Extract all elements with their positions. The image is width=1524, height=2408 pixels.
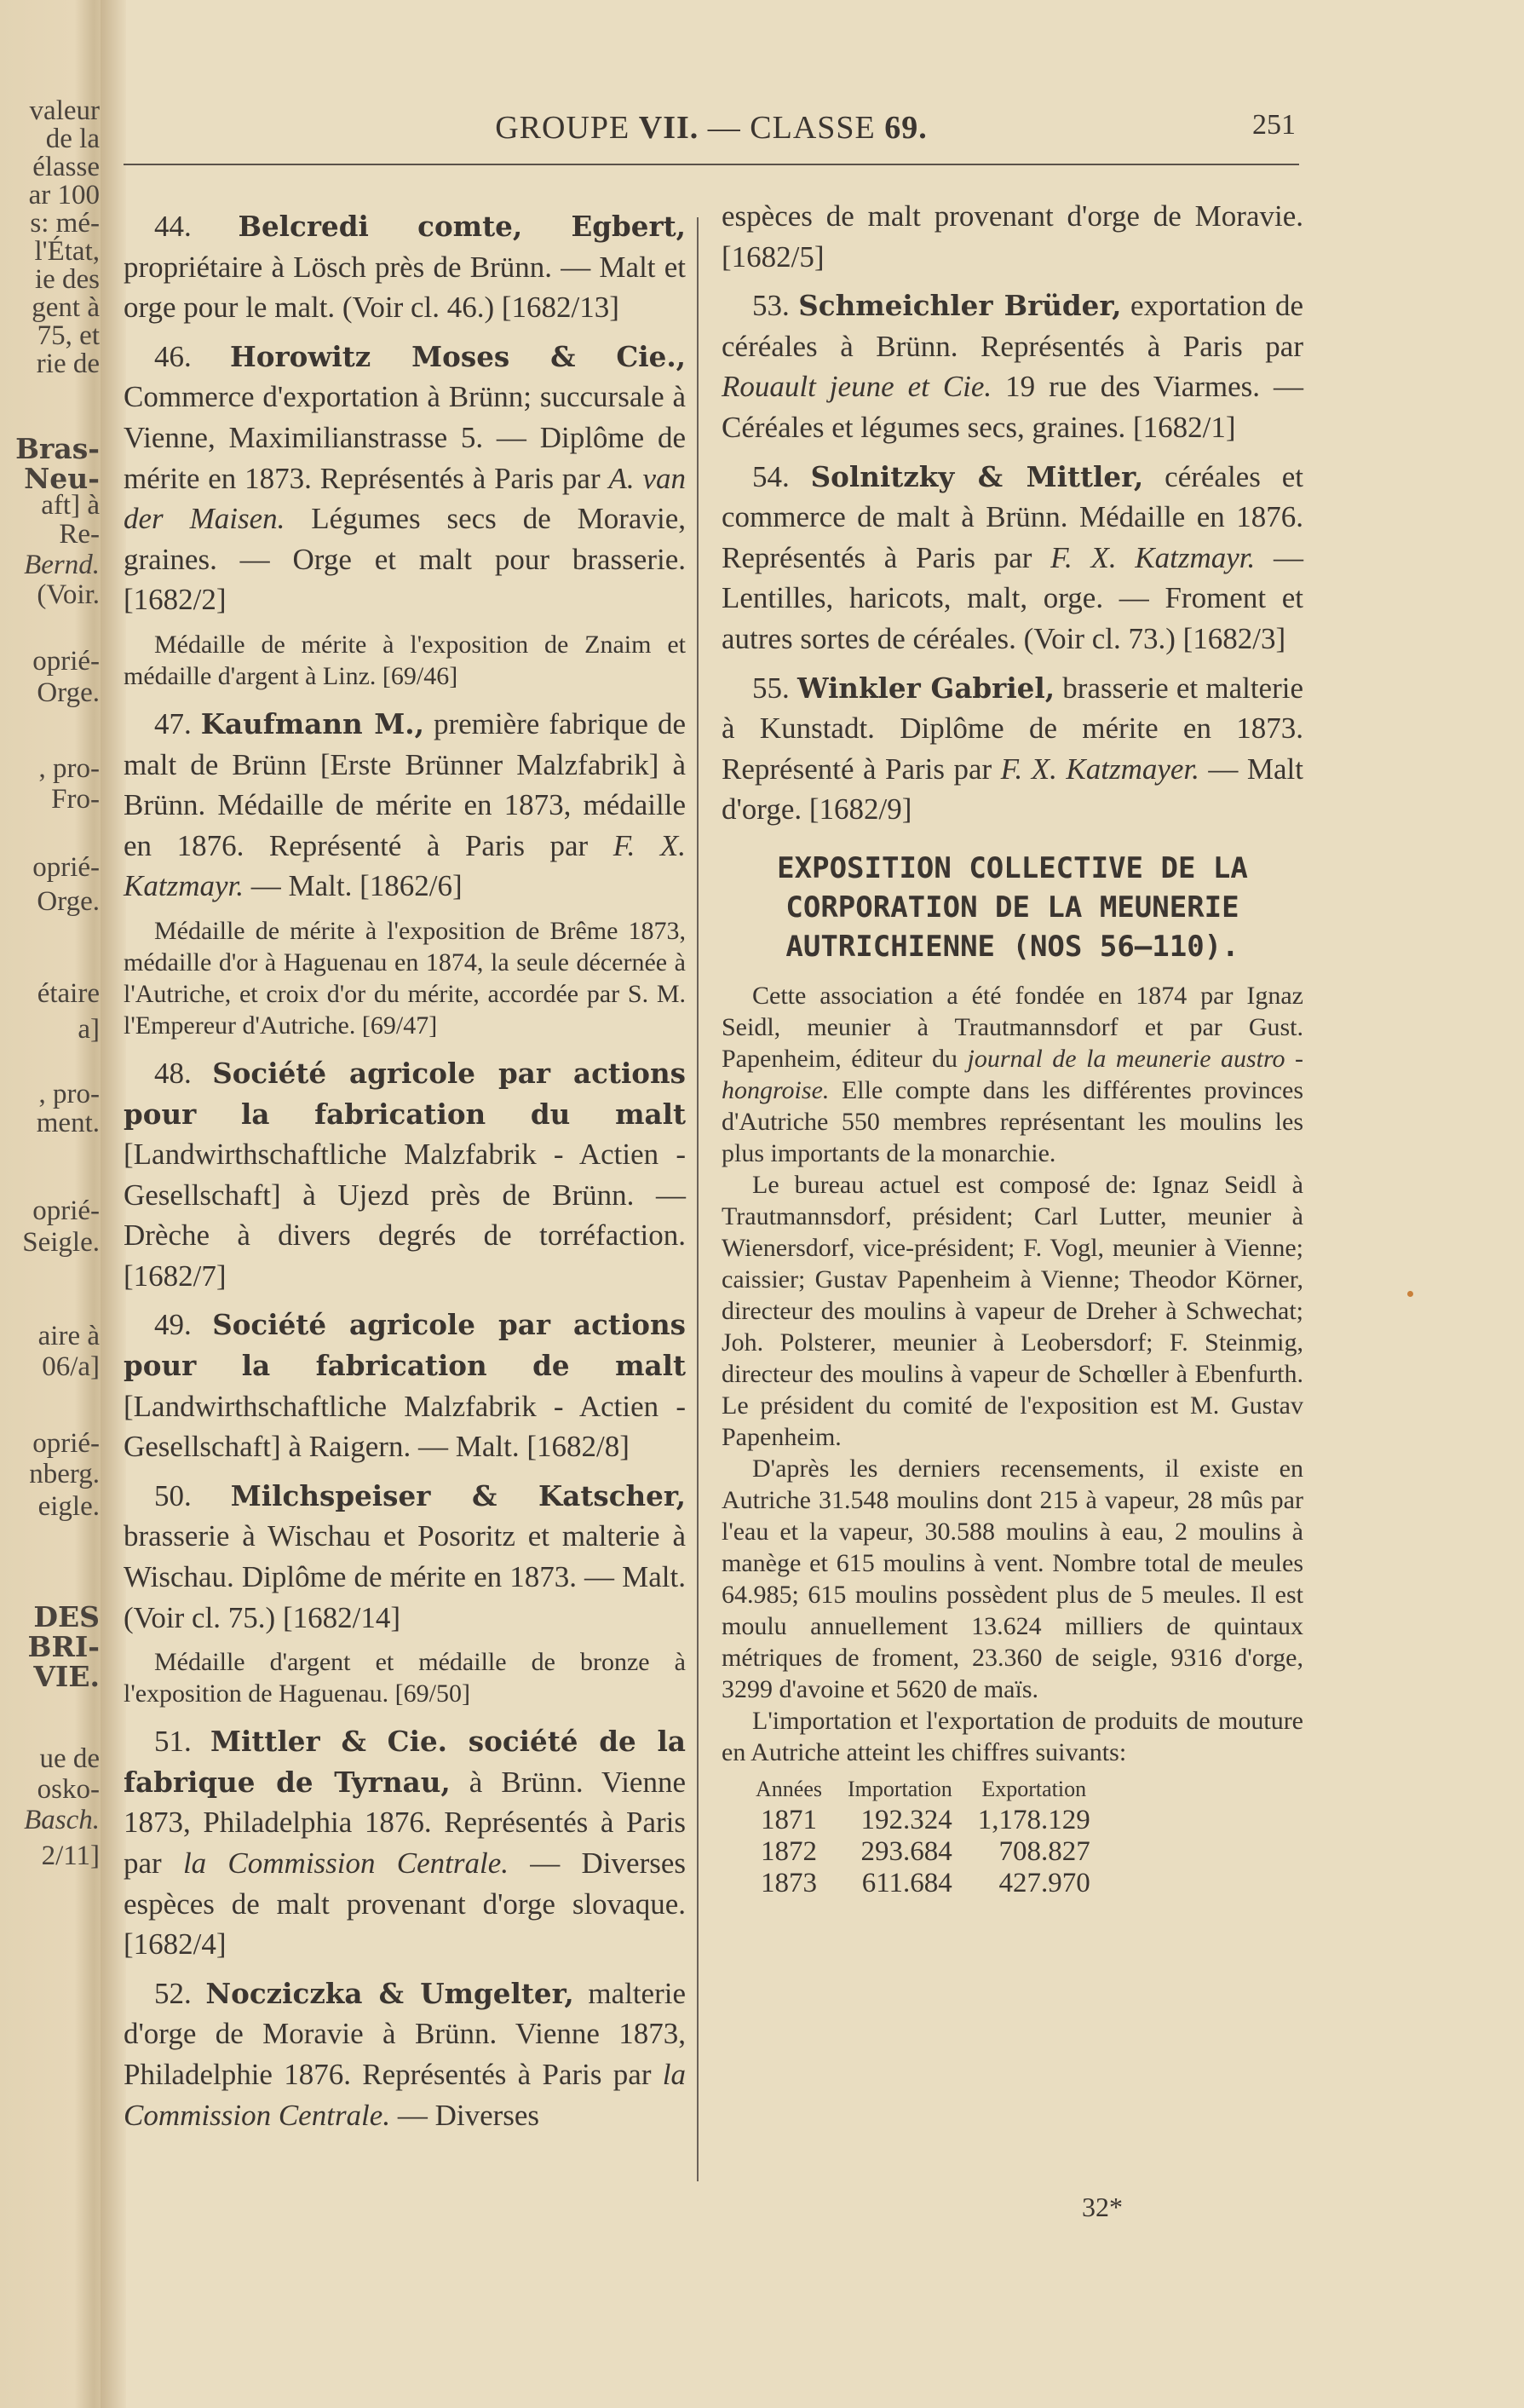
text: EXPOSITION COLLECTIVE DE LA CORPORATION DE LA MEUNERIE AUTRICHIENNE (NOS 56—110). xyxy=(777,850,1248,964)
exhibitor-entry xyxy=(722,196,1303,277)
italic-text: Rouault jeune et Cie. xyxy=(722,370,992,404)
paragraph xyxy=(722,1705,1303,1768)
italic-text: F. X. Katzmayr. xyxy=(124,828,687,903)
text: Cette association a été fondée en 1874 par Ignaz Seidl, meunier à Trautmannsdorf et par Gust. Papenheim, éditeur du xyxy=(722,981,1303,1073)
previous-page-fragment: valeur xyxy=(29,95,100,126)
text: — Lentilles, haricots, malt, orge. — Froment et autres sortes de céréales. (Voir cl. 73.) [1682/3] xyxy=(722,540,1303,655)
column-divider xyxy=(697,217,699,2181)
text: D'après les derniers recensements, il existe en Autriche 31.548 moulins dont 215 à vapeur, 28 mûs par l'eau et la vapeur, 30.588 moulins à eau, 2 moulins à manège et 615 moulins à vent. Nombre total de meules 64.985; 615 moulins possèdent plus de 5 meules. Il est moulu annuellement 13.624 milliers de quintaux métriques de froment, 23.360 de seigle, 9316 d'orge, 3299 d'avoine et 5620 de maïs. xyxy=(722,1454,1303,1703)
exhibitor-name: Kaufmann M., xyxy=(200,706,424,740)
text: Médaille de mérite à l'exposition de Znaim et médaille d'argent à Linz. [69/46] xyxy=(124,630,686,690)
italic-text: F. X. Katzmayr. xyxy=(1050,540,1256,574)
text: première fabrique de malt de Brünn [Erste Brünner Malzfabrik] à Brünn. Médaille de mérite en 1873, médaille en 1876. Représenté à Paris par xyxy=(124,706,686,862)
exhibitor-name: Société agricole par actions pour la fabrication du malt xyxy=(124,1056,686,1131)
text: 53. xyxy=(752,289,799,323)
exhibitor-name: Schmeichler Brüder, xyxy=(798,289,1122,323)
previous-page-fragment: oprié- xyxy=(32,1195,100,1226)
entry-note xyxy=(124,1646,686,1709)
italic-text: la Commission Centrale. xyxy=(124,2057,686,2132)
right-column-text xyxy=(722,196,1303,1768)
previous-page-fragment: 2/11] xyxy=(41,1841,100,1871)
italic-text: la Commission Centrale. xyxy=(182,1846,509,1880)
previous-page-fragment: 06/a] xyxy=(42,1351,100,1382)
text: Elle compte dans les différentes provinces d'Autriche 550 membres représentant les moulins les plus importants de la monarchie. xyxy=(722,1075,1303,1167)
export-cell: 1,178.129 xyxy=(977,1804,1090,1835)
italic-text: F. X. Katzmayer. xyxy=(1000,752,1199,786)
paragraph xyxy=(722,980,1303,1169)
previous-page-fragment: Neu- xyxy=(24,462,100,495)
previous-page-fragment: l'État, xyxy=(34,236,100,267)
previous-page-fragment: (Voir. xyxy=(37,579,100,610)
previous-page-fragment: aft] à xyxy=(41,490,100,521)
exhibitor-name: Winkler Gabriel, xyxy=(797,671,1055,705)
previous-page-fragment: , pro- xyxy=(38,753,100,784)
previous-page-fragment: rie de xyxy=(36,349,100,379)
text: brasserie à Wischau et Posoritz et malterie à Wischau. Diplôme de mérite en 1873. — Malt. (Voir cl. 75.) [1682/14] xyxy=(124,1519,686,1634)
previous-page-fragment: oprié- xyxy=(32,852,100,883)
left-column xyxy=(124,206,686,2144)
text: propriétaire à Lösch près de Brünn. — Malt et orge pour le malt. (Voir cl. 46.) [1682/13] xyxy=(124,250,686,325)
previous-page-fragment: VIE. xyxy=(33,1660,100,1693)
previous-page-fragment: ar 100 xyxy=(28,180,100,210)
exhibitor-entry xyxy=(124,1721,686,1965)
text: céréales et commerce de malt à Brünn. Médaille en 1876. Représentés à Paris par xyxy=(722,459,1303,574)
previous-page-fragment: DES xyxy=(33,1600,100,1633)
exhibitor-entry xyxy=(124,206,686,328)
exhibitor-name: Solnitzky & Mittler, xyxy=(810,459,1144,493)
text: 49. xyxy=(154,1308,213,1342)
text: 55. xyxy=(752,671,797,705)
exhibitor-entry xyxy=(124,1305,686,1466)
text: Le bureau actuel est composé de: Ignaz Seidl à Trautmannsdorf, président; Carl Lutter, meunier à Wienersdorf, vice-président; F. Vogl, meunier à Vienne; caissier; Gustav Papenheim à Vienne; Theodor Körner, directeur des moulins à vapeur de Dreher à Schwechat; Joh. Polsterer, meunier à Leobersdorf; F. Steinmig, directeur des moulins à vapeur de Schœller à Ebenfurth. Le président du comité de l'exposition est M. Gustav Papenheim. xyxy=(722,1170,1303,1451)
exhibitor-name: Mittler & Cie. société de la fabrique de Tyrnau, xyxy=(124,1725,686,1799)
previous-page-margin xyxy=(0,0,106,2408)
exhibitor-name: Belcredi comte, Egbert, xyxy=(238,210,686,243)
export-cell: 708.827 xyxy=(998,1835,1090,1867)
col-header-years: Années xyxy=(756,1776,822,1801)
text: à Brünn. Vienne 1873, Philadelphia 1876. Représentés à Paris par xyxy=(124,1765,686,1880)
col-header-import: Importation xyxy=(847,1776,952,1801)
exhibitor-name: Horowitz Moses & Cie., xyxy=(230,339,686,373)
previous-page-fragment: Bras- xyxy=(15,432,100,465)
exhibitor-name: Milchspeiser & Katscher, xyxy=(230,1478,686,1512)
italic-text: A. van der Maisen. xyxy=(124,461,686,536)
previous-page-fragment: gent à xyxy=(32,292,100,323)
previous-page-fragment: , pro- xyxy=(38,1079,100,1109)
text: Commerce d'exportation à Brünn; succursale à Vienne, Maximilianstrasse 5. — Diplôme de mérite en 1873. Représentés à Paris par xyxy=(124,380,686,495)
previous-page-fragment: nberg. xyxy=(29,1459,100,1489)
book-gutter xyxy=(101,0,126,2408)
previous-page-fragment: eigle. xyxy=(37,1491,100,1522)
text: Médaille d'argent et médaille de bronze à l'exposition de Haguenau. [69/50] xyxy=(124,1648,686,1708)
right-column xyxy=(722,196,1303,1899)
exhibitor-entry xyxy=(124,1053,686,1297)
header-rule xyxy=(124,164,1299,165)
exhibitor-entry xyxy=(722,457,1303,660)
import-cell: 192.324 xyxy=(860,1804,952,1835)
year-cell: 1871 xyxy=(760,1804,817,1835)
previous-page-fragment: oprié- xyxy=(32,1428,100,1459)
previous-page-fragment: Basch. xyxy=(24,1805,100,1835)
text: L'importation et l'exportation de produits de mouture en Autriche atteint les chiffres suivants: xyxy=(722,1706,1303,1766)
page-number: 251 xyxy=(1252,109,1296,141)
text: — Malt. [1862/6] xyxy=(244,869,463,903)
entry-note xyxy=(124,629,686,692)
exhibitor-entry xyxy=(124,1476,686,1638)
text: 52. xyxy=(154,1976,206,2010)
table-header-row xyxy=(756,1773,1116,1805)
exhibitor-name: Société agricole par actions pour la fabrication de malt xyxy=(124,1308,686,1383)
previous-page-fragment: de la xyxy=(45,124,100,154)
text: brasserie et malterie à Kunstadt. Diplôme de mérite en 1873. Représenté à Paris par xyxy=(722,671,1304,786)
previous-page-fragment: ue de xyxy=(39,1743,100,1774)
previous-page-fragment: a] xyxy=(78,1014,100,1045)
text: 44. xyxy=(154,210,239,243)
entry-note xyxy=(124,915,686,1041)
italic-text: journal de la meunerie austro - hongroise. xyxy=(722,1044,1304,1104)
table-row xyxy=(756,1805,1116,1836)
text: — Malt d'orge. [1682/9] xyxy=(722,752,1303,827)
exhibitor-entry xyxy=(124,704,686,907)
exhibitor-name: Nocziczka & Umgelter, xyxy=(205,1976,574,2010)
text: — Diverses espèces de malt provenant d'orge slovaque. [1682/4] xyxy=(124,1846,686,1962)
previous-page-fragment: 75, et xyxy=(37,320,100,351)
previous-page-fragment: Seigle. xyxy=(22,1227,100,1258)
text: espèces de malt provenant d'orge de Moravie. [1682/5] xyxy=(722,199,1303,274)
text: [Landwirthschaftliche Malzfabrik - Actien - Gesellschaft] à Ujezd près de Brünn. — Drèche à divers degrés de torréfaction. [1682/7] xyxy=(124,1138,686,1293)
signature-mark: 32* xyxy=(1082,2192,1123,2222)
previous-page-fragment: oprié- xyxy=(32,646,100,677)
table-row xyxy=(756,1836,1116,1868)
page-header xyxy=(124,109,1299,160)
text: Médaille de mérite à l'exposition de Brême 1873, médaille d'or à Haguenau en 1874, la seule décernée à l'Autriche, et croix d'or du mérite, accordée par S. M. l'Empereur d'Autriche. [69/47] xyxy=(124,916,686,1040)
text: 48. xyxy=(154,1056,213,1090)
text: exportation de céréales à Brünn. Représentés à Paris par xyxy=(722,289,1304,363)
running-title: GROUPE VII. — CLASSE 69. xyxy=(495,110,928,146)
text: malterie d'orge de Moravie à Brünn. Vienne 1873, Philadelphie 1876. Représentés à Paris par xyxy=(124,1976,687,2091)
table-row xyxy=(756,1868,1116,1899)
import-cell: 611.684 xyxy=(861,1867,952,1898)
previous-page-fragment: aire à xyxy=(37,1321,100,1351)
previous-page-fragment: Re- xyxy=(59,519,100,550)
paragraph xyxy=(722,1169,1303,1453)
text: 50. xyxy=(154,1478,231,1512)
previous-page-fragment: élasse xyxy=(32,152,100,182)
paragraph xyxy=(722,1453,1303,1705)
ink-spot xyxy=(1407,1291,1413,1297)
exhibitor-entry xyxy=(124,1973,686,2135)
previous-page-fragment: osko- xyxy=(37,1774,100,1805)
previous-page-fragment: étaire xyxy=(37,978,100,1009)
exhibitor-entry xyxy=(722,668,1303,830)
import-cell: 293.684 xyxy=(860,1835,952,1867)
milling-trade-table xyxy=(756,1773,1116,1899)
previous-page-fragment: Bernd. xyxy=(24,550,100,580)
previous-page-fragment: Orge. xyxy=(37,677,100,708)
text: 19 rue des Viarmes. — Céréales et légumes secs, graines. [1682/1] xyxy=(722,370,1303,444)
exhibitor-entry xyxy=(722,285,1303,447)
text: 46. xyxy=(154,339,231,373)
previous-page-fragment: BRI- xyxy=(27,1630,100,1663)
previous-page-fragment: ie des xyxy=(34,264,100,295)
col-header-export: Exportation xyxy=(981,1776,1087,1801)
exhibitor-entry xyxy=(124,337,686,620)
text: 47. xyxy=(154,706,201,740)
text: 51. xyxy=(154,1725,210,1759)
section-heading xyxy=(722,849,1303,966)
year-cell: 1873 xyxy=(760,1867,817,1898)
previous-page-fragment: ment. xyxy=(36,1108,100,1138)
year-cell: 1872 xyxy=(760,1835,817,1867)
previous-page-fragment: Fro- xyxy=(51,784,100,815)
text: Légumes secs de Moravie, graines. — Orge et malt pour brasserie. [1682/2] xyxy=(124,502,686,617)
text: — Diverses xyxy=(390,2098,540,2132)
previous-page-fragment: s: mé- xyxy=(30,208,100,239)
text: [Landwirthschaftliche Malzfabrik - Actien - Gesellschaft] à Raigern. — Malt. [1682/8] xyxy=(124,1389,686,1464)
previous-page-fragment: Orge. xyxy=(37,886,100,917)
export-cell: 427.970 xyxy=(998,1867,1090,1898)
text: 54. xyxy=(752,459,811,493)
